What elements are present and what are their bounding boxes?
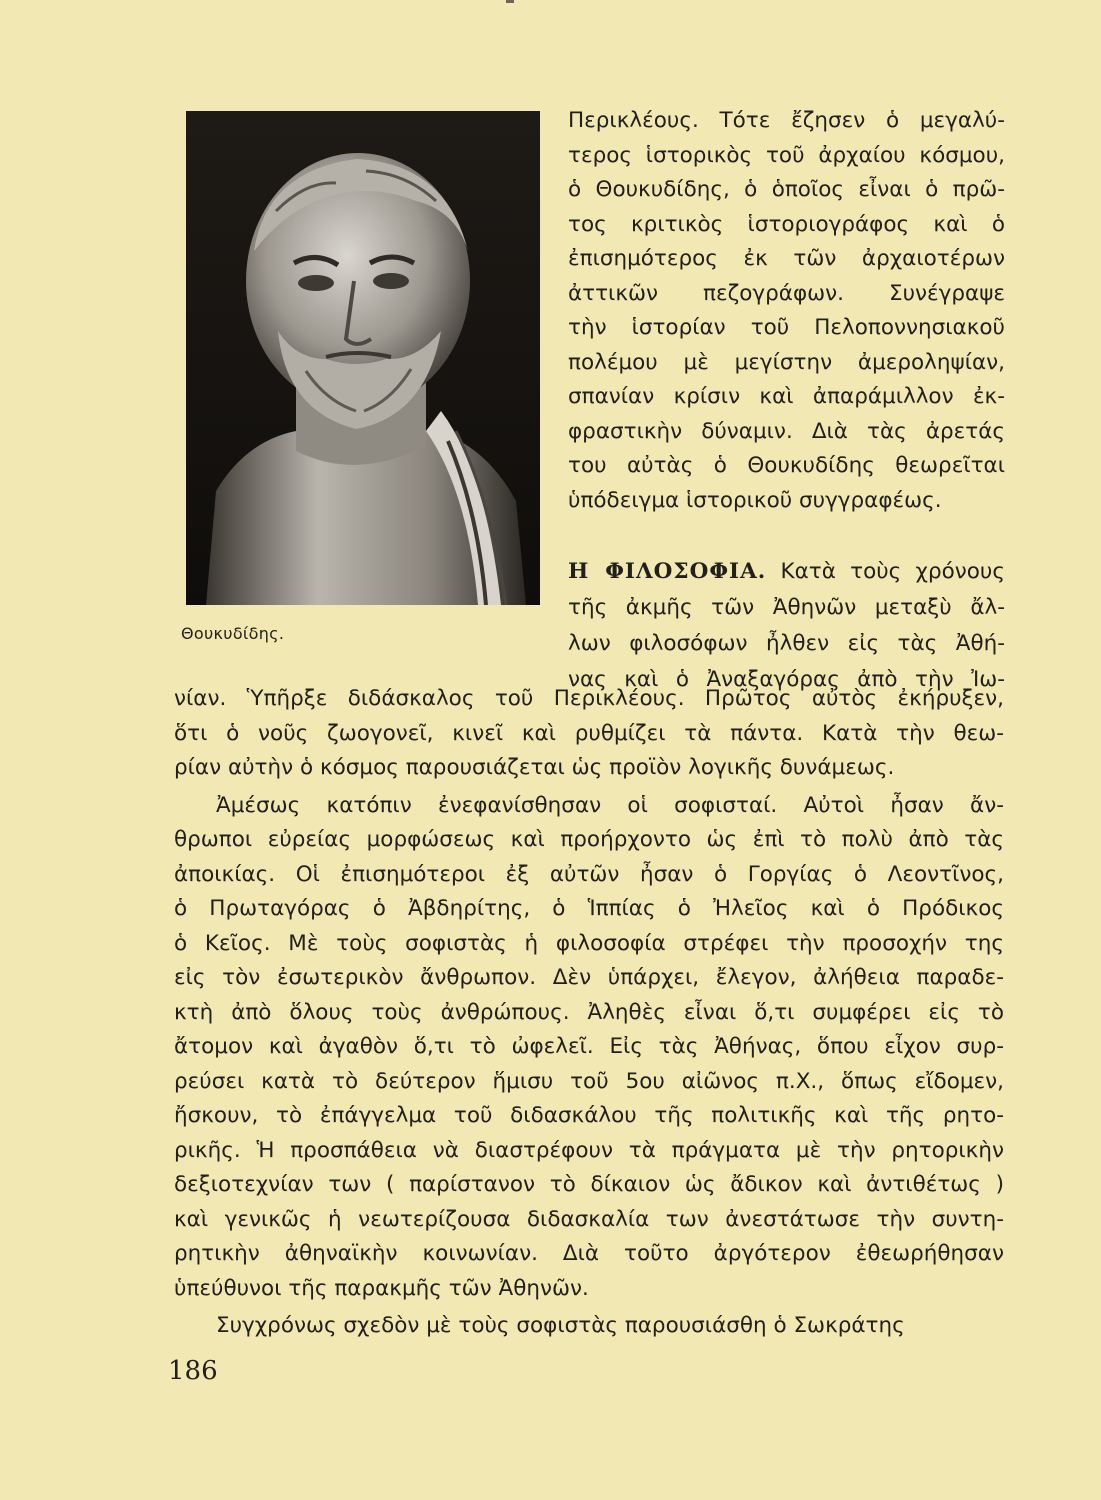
text-line: Συγχρόνως σχεδὸν μὲ τοὺς σοφιστὰς παρουσιάσθη ὁ Σωκράτης: [216, 1313, 905, 1338]
text-line: ρεύσει κατὰ τὸ δεύτερον ἥμισυ τοῦ 5ου αἰῶνος π.Χ., ὅπως εἴδομεν,: [174, 1068, 1004, 1094]
text-line: πολέμου μὲ μεγίστην ἀμεροληψίαν,: [568, 349, 1005, 375]
section-first-line: [568, 554, 1005, 590]
text-line: Ἀμέσως κατόπιν ἐνεφανίσθησαν οἱ σοφισταί. Αὐτοὶ ἦσαν ἄν-: [216, 792, 1004, 818]
text-line: τὴν ἱστορίαν τοῦ Πελοποννησιακοῦ: [568, 315, 1005, 340]
text-line: τῆς ἀκμῆς τῶν Ἀθηνῶν μεταξὺ ἄλ-: [568, 595, 1005, 620]
text-line: ἀττικῶν πεζογράφων. Συνέγραψε: [568, 280, 1005, 306]
text-line: κτὴ ἀπὸ ὅλους τοὺς ἀνθρώπους. Ἀληθὲς εἶναι ὅ,τι συμφέρει εἰς τὸ: [174, 999, 1004, 1025]
text-line: ὅτι ὁ νοῦς ζωογονεῖ, κινεῖ καὶ ρυθμίζει τὰ πάντα. Κατὰ τὴν θεω-: [174, 720, 1004, 746]
text-line: ὁ Κεῖος. Μὲ τοὺς σοφιστὰς ἡ φιλοσοφία στρέφει τὴν προσοχήν της: [174, 930, 1004, 956]
figure-caption: Θουκυδίδης.: [181, 624, 285, 643]
text-line: ρίαν αὐτὴν ὁ κόσμος παρουσιάζεται ὡς προϊὸν λογικῆς δυνάμεως.: [174, 755, 895, 780]
text-line: θρωποι εὐρείας μορφώσεως καὶ προήρχοντο ὡς ἐπὶ τὸ πολὺ ἀπὸ τὰς: [174, 827, 1004, 852]
text-line: νίαν. Ὑπῆρξε διδάσκαλος τοῦ Περικλέους. Πρῶτος αὐτὸς ἐκήρυξεν,: [174, 686, 1004, 711]
right-column-text: [568, 104, 1005, 518]
text-line: ὑπεύθυνοι τῆς παρακμῆς τῶν Ἀθηνῶν.: [174, 1275, 589, 1301]
text-line: Περικλέους. Τότε ἔζησεν ὁ μεγαλύ-: [568, 108, 1005, 133]
page-number: 186: [168, 1356, 218, 1386]
text-line: καὶ γενικῶς ἡ νεωτερίζουσα διδασκαλία των ἀνεστάτωσε τὴν συντη-: [174, 1206, 1004, 1232]
text-line: δεξιοτεχνίαν των ( παρίστανον τὸ δίκαιον ὡς ἄδικον καὶ ἀντιθέτως ): [174, 1172, 1004, 1197]
text-line: νας καὶ ὁ Ἀναξαγόρας ἀπὸ τὴν Ἰω-: [568, 667, 1005, 692]
text-line: λων φιλοσόφων ἦλθεν εἰς τὰς Ἀθή-: [568, 631, 1005, 656]
text-line: ὁ Πρωταγόρας ὁ Ἀβδηρίτης, ὁ Ἱππίας ὁ Ἠλεῖος καὶ ὁ Πρόδικος: [174, 896, 1004, 921]
text-line: ὑπόδειγμα ἱστορικοῦ συγγραφέως.: [568, 487, 942, 513]
text-line: Κατὰ τοὺς χρόνους: [780, 559, 1005, 584]
text-line: ὁ Θουκυδίδης, ὁ ὁποῖος εἶναι ὁ πρῶ-: [568, 177, 1005, 202]
philosophy-section-intro: [568, 554, 1005, 698]
main-text: [174, 682, 1004, 1344]
scan-mark: [506, 0, 514, 3]
text-line: ρικῆς. Ἡ προσπάθεια νὰ διαστρέφουν τὰ πράγματα μὲ τὴν ρητορικὴν: [174, 1137, 1004, 1163]
text-line: ἤσκουν, τὸ ἐπάγγελμα τοῦ διδασκάλου τῆς πολιτικῆς καὶ τῆς ρητο-: [174, 1103, 1004, 1128]
text-line: ρητικὴν ἀθηναϊκὴν κοινωνίαν. Διὰ τοῦτο ἀργότερον ἐθεωρήθησαν: [174, 1241, 1004, 1266]
text-line: εἰς τὸν ἐσωτερικὸν ἄνθρωπον. Δὲν ὑπάρχει, ἔλεγον, ἀλήθεια παραδε-: [174, 965, 1004, 990]
text-line: του αὐτὰς ὁ Θουκυδίδης θεωρεῖται: [568, 453, 1005, 478]
thucydides-bust-photo: [186, 111, 540, 605]
text-line: ἐπισημότερος ἐκ τῶν ἀρχαιοτέρων: [568, 246, 1005, 271]
text-line: τερος ἱστορικὸς τοῦ ἀρχαίου κόσμου,: [568, 142, 1005, 168]
text-line: ἀποικίας. Οἱ ἐπισημότεροι ἐξ αὐτῶν ἦσαν ὁ Γοργίας ὁ Λεοντῖνος,: [174, 861, 1004, 887]
section-heading: Η ΦΙΛΟΣΟΦΙΑ.: [568, 559, 767, 584]
text-line: φραστικὴν δύναμιν. Διὰ τὰς ἀρετάς: [568, 418, 1005, 444]
text-line: ἄτομον καὶ ἀγαθὸν ὅ,τι τὸ ὠφελεῖ. Εἰς τὰς Ἀθήνας, ὅπου εἶχον συρ-: [174, 1034, 1004, 1059]
text-line: σπανίαν κρίσιν καὶ ἀπαράμιλλον ἐκ-: [568, 384, 1005, 409]
text-line: τος κριτικὸς ἱστοριογράφος καὶ ὁ: [568, 211, 1005, 237]
